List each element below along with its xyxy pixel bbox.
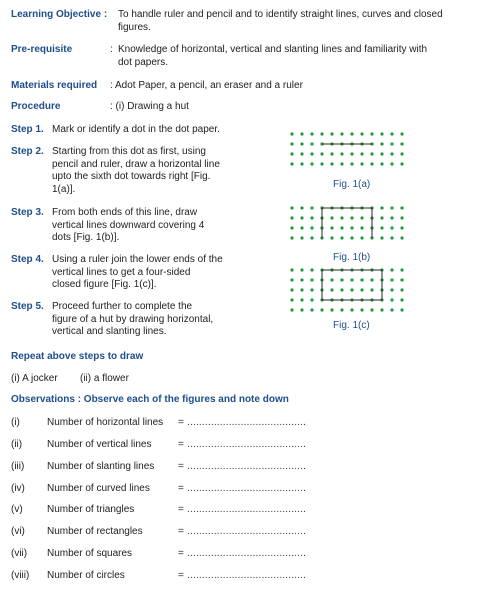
grid-dot <box>360 216 363 219</box>
grid-dot <box>300 278 303 281</box>
grid-dot <box>290 288 293 291</box>
grid-dot <box>340 226 343 229</box>
materials-label: Materials required <box>11 80 98 91</box>
grid-dot <box>290 268 293 271</box>
grid-dot <box>300 268 303 271</box>
step-label: Step 5. <box>11 301 44 312</box>
prerequisite-colon: : <box>110 44 113 55</box>
observation-row <box>0 439 487 452</box>
grid-dot <box>330 226 333 229</box>
grid-dot <box>380 216 383 219</box>
fig-1b-caption: Fig. 1(b) <box>333 252 371 263</box>
grid-dot <box>310 236 313 239</box>
grid-dot <box>360 226 363 229</box>
grid-dot <box>330 216 333 219</box>
grid-dot <box>400 308 403 311</box>
dot-grid-c <box>290 268 403 311</box>
step-4-text: Using a ruler join the lower ends of the vertical lines to get a four-sided closed figure [Fig. 1(c)]. <box>52 254 223 290</box>
observation-label: Number of slanting lines <box>47 461 155 472</box>
step-4 <box>11 254 44 265</box>
grid-dot <box>290 142 293 145</box>
grid-dot <box>300 236 303 239</box>
grid-dot <box>320 308 323 311</box>
grid-dot <box>310 162 313 165</box>
objective-label: Learning Objective : <box>11 9 108 20</box>
grid-dot <box>290 236 293 239</box>
grid-dot <box>380 236 383 239</box>
grid-dot <box>290 278 293 281</box>
repeat-item-flower: (ii) a flower <box>80 373 129 384</box>
observation-num: (ii) <box>11 439 23 450</box>
grid-dot <box>370 308 373 311</box>
grid-dot <box>310 152 313 155</box>
grid-dot <box>310 268 313 271</box>
fig-c-closed-figure <box>322 270 382 300</box>
grid-dot <box>390 206 393 209</box>
grid-dot <box>400 132 403 135</box>
grid-dot <box>310 308 313 311</box>
procedure-label: Procedure <box>11 101 61 112</box>
grid-dot <box>300 132 303 135</box>
step-label: Step 1. <box>11 124 44 135</box>
step-5 <box>11 301 44 312</box>
answer-blank[interactable]: = ........................................ <box>178 526 307 537</box>
answer-blank[interactable]: = ........................................ <box>178 504 307 515</box>
grid-dot <box>350 226 353 229</box>
step-3 <box>11 207 44 218</box>
grid-dot <box>320 162 323 165</box>
answer-blank[interactable]: = ........................................ <box>178 570 307 581</box>
grid-dot <box>390 278 393 281</box>
grid-dot <box>310 216 313 219</box>
observation-row <box>0 548 487 561</box>
observation-row <box>0 504 487 517</box>
observation-label: Number of curved lines <box>47 483 150 494</box>
grid-dot <box>380 142 383 145</box>
observation-row <box>0 483 487 496</box>
grid-dot <box>360 236 363 239</box>
step-2 <box>11 146 44 157</box>
grid-dot <box>300 216 303 219</box>
observation-num: (vii) <box>11 548 28 559</box>
grid-dot <box>370 132 373 135</box>
grid-dot <box>340 308 343 311</box>
dot-grid-a <box>290 132 403 165</box>
grid-dot <box>300 226 303 229</box>
fig-b-vertical-lines <box>322 208 372 238</box>
grid-dot <box>400 226 403 229</box>
observation-label: Number of squares <box>47 548 133 559</box>
grid-dot <box>310 132 313 135</box>
grid-dot <box>340 162 343 165</box>
grid-dot <box>310 278 313 281</box>
grid-dot <box>400 236 403 239</box>
grid-dot <box>370 152 373 155</box>
grid-dot <box>290 298 293 301</box>
grid-dot <box>400 152 403 155</box>
grid-dot <box>390 162 393 165</box>
observation-num: (viii) <box>11 570 30 581</box>
step-2-text: Starting from this dot as first, using pencil and ruler, draw a horizontal line upto the sixth dot towards right [Fig. 1(a)]. <box>52 146 220 195</box>
step-3-text: From both ends of this line, draw vertical lines downward covering 4 dots [Fig. 1(b)]. <box>52 207 205 243</box>
grid-dot <box>400 298 403 301</box>
grid-dot <box>310 142 313 145</box>
grid-dot <box>390 268 393 271</box>
grid-dot <box>350 308 353 311</box>
answer-blank[interactable]: = ........................................ <box>178 417 307 428</box>
grid-dot <box>400 278 403 281</box>
grid-dot <box>350 132 353 135</box>
grid-dot <box>290 132 293 135</box>
step-1 <box>11 124 44 135</box>
grid-dot <box>330 132 333 135</box>
grid-dot <box>300 288 303 291</box>
grid-dot <box>330 308 333 311</box>
grid-dot <box>310 298 313 301</box>
grid-dot <box>400 206 403 209</box>
grid-dot <box>390 298 393 301</box>
grid-dot <box>390 132 393 135</box>
procedure-text: : (i) Drawing a hut <box>110 101 189 112</box>
observation-row <box>0 526 487 539</box>
answer-blank[interactable]: = ........................................ <box>178 439 307 450</box>
grid-dot <box>320 152 323 155</box>
fig-1c-caption: Fig. 1(c) <box>333 320 370 331</box>
grid-dot <box>360 152 363 155</box>
grid-dot <box>380 162 383 165</box>
grid-dot <box>360 132 363 135</box>
grid-dot <box>360 162 363 165</box>
grid-dot <box>300 308 303 311</box>
grid-dot <box>330 152 333 155</box>
grid-dot <box>300 298 303 301</box>
grid-dot <box>340 236 343 239</box>
answer-blank[interactable]: = ........................................ <box>178 483 307 494</box>
grid-dot <box>380 206 383 209</box>
grid-dot <box>290 226 293 229</box>
observation-num: (v) <box>11 504 23 515</box>
grid-dot <box>390 216 393 219</box>
grid-dot <box>310 206 313 209</box>
grid-dot <box>400 142 403 145</box>
grid-dot <box>330 236 333 239</box>
grid-dot <box>330 288 333 291</box>
grid-dot <box>300 206 303 209</box>
step-label: Step 4. <box>11 254 44 265</box>
grid-dot <box>340 288 343 291</box>
grid-dot <box>390 236 393 239</box>
grid-dot <box>380 226 383 229</box>
grid-dot <box>290 308 293 311</box>
step-label: Step 2. <box>11 146 44 157</box>
repeat-item-joker: (i) A jocker <box>11 373 58 384</box>
repeat-heading: Repeat above steps to draw <box>11 351 144 362</box>
materials-text: : Adot Paper, a pencil, an eraser and a ruler <box>110 80 303 91</box>
grid-dot <box>350 152 353 155</box>
step-label: Step 3. <box>11 207 44 218</box>
grid-dot <box>350 288 353 291</box>
grid-dot <box>290 162 293 165</box>
fig-1a-caption: Fig. 1(a) <box>333 179 371 190</box>
grid-dot <box>380 132 383 135</box>
grid-dot <box>340 278 343 281</box>
observation-label: Number of triangles <box>47 504 135 515</box>
grid-dot <box>350 216 353 219</box>
grid-dot <box>290 216 293 219</box>
observation-label: Number of horizontal lines <box>47 417 164 428</box>
grid-dot <box>350 236 353 239</box>
grid-dot <box>400 268 403 271</box>
grid-dot <box>300 162 303 165</box>
dot-grid-b <box>290 206 403 239</box>
grid-dot <box>360 278 363 281</box>
grid-dot <box>360 308 363 311</box>
grid-dot <box>340 132 343 135</box>
grid-dot <box>360 288 363 291</box>
answer-blank[interactable]: = ........................................ <box>178 548 307 559</box>
prerequisite-label: Pre-requisite <box>11 44 73 55</box>
step-5-text: Proceed further to complete the figure of a hut by drawing horizontal, vertical and slanting lines. <box>52 301 214 337</box>
grid-dot <box>380 152 383 155</box>
grid-dot <box>370 162 373 165</box>
grid-dot <box>330 162 333 165</box>
grid-dot <box>340 216 343 219</box>
observation-row <box>0 417 487 430</box>
observation-row <box>0 570 487 583</box>
grid-dot <box>290 206 293 209</box>
observation-num: (iii) <box>11 461 25 472</box>
observation-num: (vi) <box>11 526 25 537</box>
grid-dot <box>320 132 323 135</box>
grid-dot <box>330 278 333 281</box>
grid-dot <box>370 288 373 291</box>
grid-dot <box>350 162 353 165</box>
dot-paper-figures <box>280 125 420 335</box>
observation-label: Number of rectangles <box>47 526 143 537</box>
grid-dot <box>390 226 393 229</box>
grid-dot <box>300 152 303 155</box>
grid-dot <box>400 162 403 165</box>
grid-dot <box>390 152 393 155</box>
observation-row <box>0 461 487 474</box>
answer-blank[interactable]: = ........................................ <box>178 461 307 472</box>
grid-dot <box>310 288 313 291</box>
grid-dot <box>390 288 393 291</box>
grid-dot <box>390 308 393 311</box>
observation-num: (i) <box>11 417 20 428</box>
grid-dot <box>290 152 293 155</box>
prerequisite-text: Knowledge of horizontal, vertical and slanting lines and familiarity with dot papers. <box>118 44 428 68</box>
grid-dot <box>310 226 313 229</box>
grid-dot <box>300 142 303 145</box>
grid-dot <box>340 152 343 155</box>
observation-label: Number of vertical lines <box>47 439 152 450</box>
step-1-text: Mark or identify a dot in the dot paper. <box>52 124 220 135</box>
grid-dot <box>380 308 383 311</box>
grid-dot <box>390 142 393 145</box>
objective-text: To handle ruler and pencil and to identify straight lines, curves and closed figures. <box>118 9 443 33</box>
observations-heading: Observations : Observe each of the figures and note down <box>11 394 289 405</box>
observation-num: (iv) <box>11 483 25 494</box>
grid-dot <box>370 278 373 281</box>
grid-dot <box>400 216 403 219</box>
grid-dot <box>350 278 353 281</box>
grid-dot <box>400 288 403 291</box>
observation-label: Number of circles <box>47 570 125 581</box>
